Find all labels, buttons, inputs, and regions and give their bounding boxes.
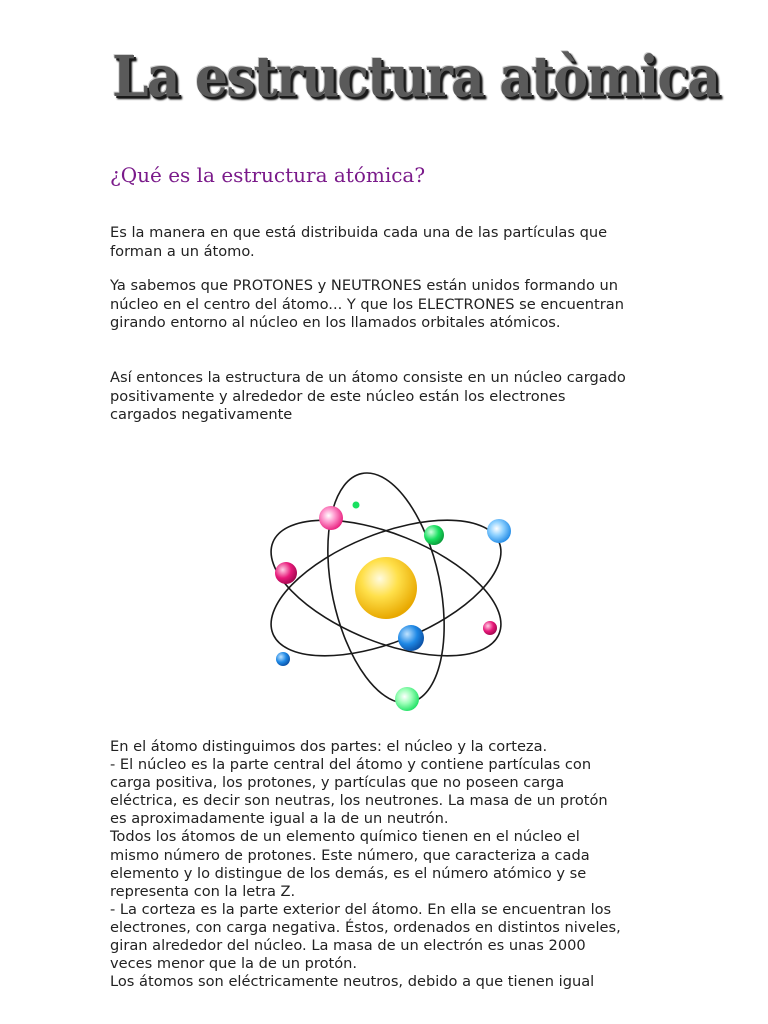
text-line: representa con la letra Z.	[110, 882, 296, 900]
electron-blue-2	[398, 625, 424, 651]
text-line: mismo número de protones. Este número, que caracteriza a cada	[110, 846, 590, 864]
electron-blue-3	[276, 652, 290, 666]
page-title: La estructura atòmica	[112, 44, 720, 110]
text-line: es aproximadamente igual a la de un neutrón.	[110, 810, 449, 828]
text-line: elemento y lo distingue de los demás, es el número atómico y se	[110, 864, 587, 882]
electron-blue-1	[487, 519, 511, 543]
text-line: - La corteza es la parte exterior del átomo. En ella se encuentran los	[110, 900, 612, 918]
atom-illustration	[268, 470, 518, 720]
text-line: cargados negativamente	[110, 406, 293, 423]
electron-green-3	[353, 502, 360, 509]
text-line: carga positiva, los protones, y partículas que no poseen carga	[110, 774, 565, 792]
paragraph-definition	[110, 224, 670, 261]
text-line: Todos los átomos de un elemento químico tienen en el núcleo el	[110, 828, 580, 846]
electron-magenta-3	[483, 621, 497, 635]
electron-magenta-1	[319, 506, 343, 530]
text-line: forman a un átomo.	[110, 242, 255, 260]
paragraph-particles	[110, 277, 670, 333]
text-line: giran alrededor del núcleo. La masa de un electrón es unas 2000	[110, 937, 586, 955]
paragraph-structure	[110, 369, 670, 425]
text-line: veces menor que la de un protón.	[110, 955, 358, 973]
text-line: Los átomos son eléctricamente neutros, debido a que tienen igual	[110, 973, 595, 991]
text-line: Así entonces la estructura de un átomo consiste en un núcleo cargado	[110, 369, 626, 386]
nucleus	[355, 557, 417, 619]
section-heading: ¿Qué es la estructura atómica?	[110, 163, 426, 187]
text-line: Es la manera en que está distribuida cada una de las partículas que	[110, 224, 608, 241]
text-line: En el átomo distinguimos dos partes: el núcleo y la corteza.	[110, 738, 548, 755]
text-line: núcleo en el centro del átomo... Y que los ELECTRONES se encuentran	[110, 295, 624, 313]
electron-green-1	[424, 525, 444, 545]
text-line: positivamente y alrededor de este núcleo están los electrones	[110, 387, 566, 405]
electron-magenta-2	[275, 562, 297, 584]
paragraph-atom-parts	[110, 738, 670, 991]
text-line: - El núcleo es la parte central del átomo y contiene partículas con	[110, 756, 592, 774]
text-line: electrones, con carga negativa. Éstos, ordenados en distintos niveles,	[110, 918, 621, 936]
text-line: eléctrica, es decir son neutras, los neutrones. La masa de un protón	[110, 792, 608, 810]
electron-green-2	[395, 687, 419, 711]
text-line: Ya sabemos que PROTONES y NEUTRONES están unidos formando un	[110, 277, 619, 294]
text-line: girando entorno al núcleo en los llamados orbitales atómicos.	[110, 314, 561, 331]
